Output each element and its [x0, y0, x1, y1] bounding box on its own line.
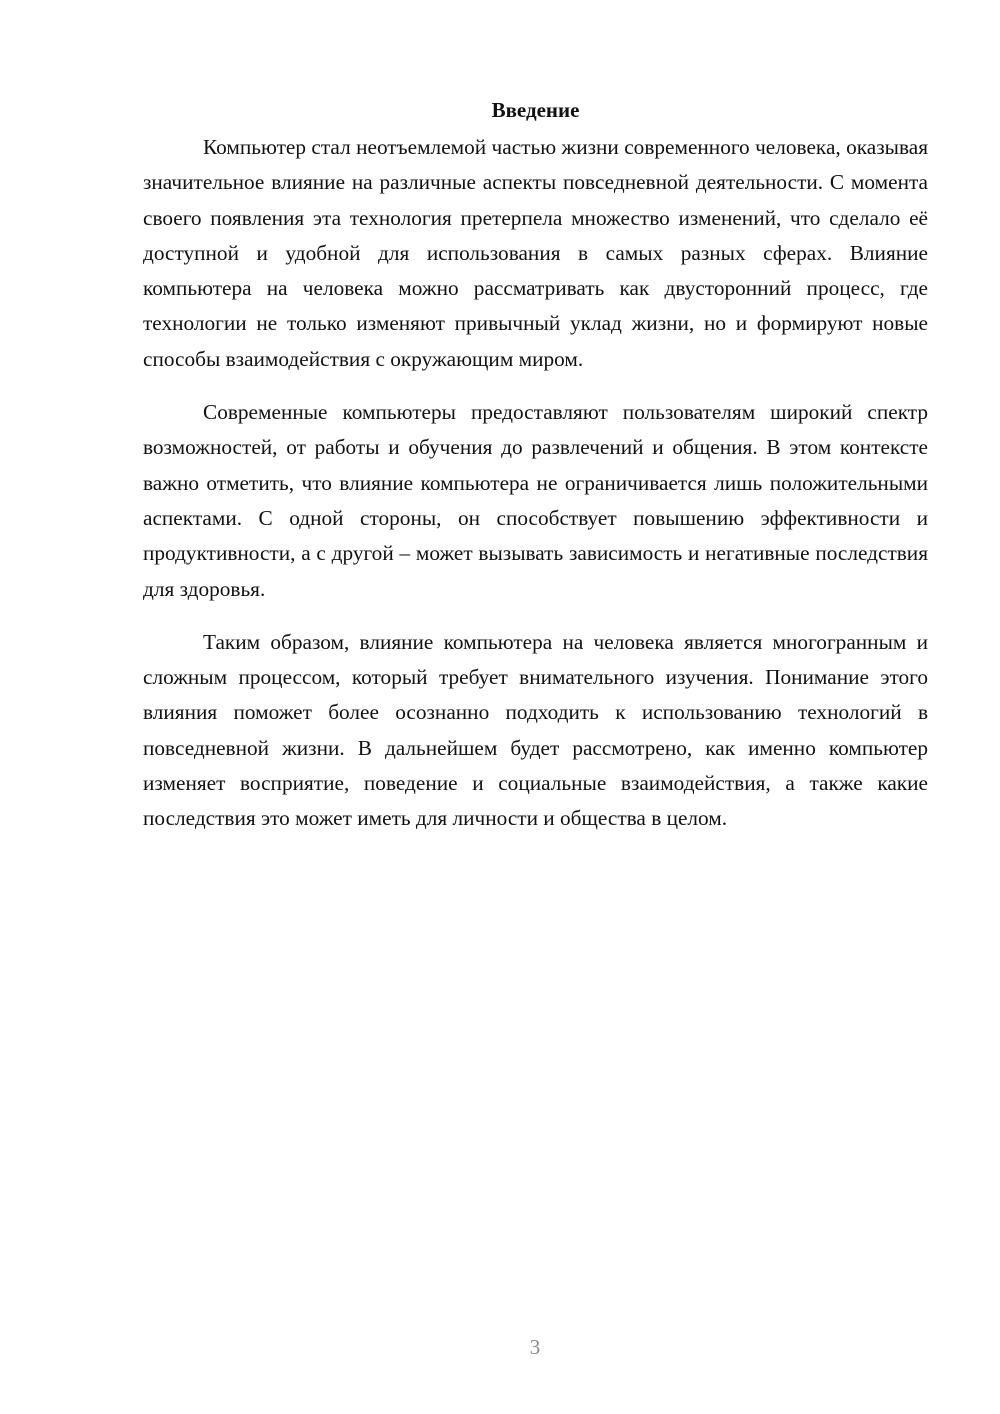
page-number: 3	[529, 1335, 541, 1359]
paragraph-1: Компьютер стал неотъемлемой частью жизни современного человека, оказывая значительное влияние на различные аспекты повседневной деятельности. С момента своего появления эта технология претерпела множество изменений, что сделало её доступной и удобной для использования в самых разных сферах. Влияние компьютера на человека можно рассматривать как двусторонний процесс, где технологии не только изменяют привычный уклад жизни, но и формируют новые способы взаимодействия с окружающим миром.	[143, 135, 928, 371]
paragraph-2: Современные компьютеры предоставляют пользователям широкий спектр возможностей, от работы и обучения до развлечений и общения. В этом контексте важно отметить, что влияние компьютера не ограничивается лишь положительными аспектами. С одной стороны, он способствует повышению эффективности и продуктивности, а с другой – может вызывать зависимость и негативные последствия для здоровья.	[143, 400, 928, 601]
page-content	[143, 95, 928, 855]
paragraph-3: Таким образом, влияние компьютера на человека является многогранным и сложным процессом, который требует внимательного изучения. Понимание этого влияния поможет более осознанно подходить к использованию технологий в повседневной жизни. В дальнейшем будет рассмотрено, как именно компьютер изменяет восприятие, поведение и социальные взаимодействия, а также какие последствия это может иметь для личности и общества в целом.	[143, 629, 928, 831]
section-heading: Введение	[491, 98, 580, 122]
